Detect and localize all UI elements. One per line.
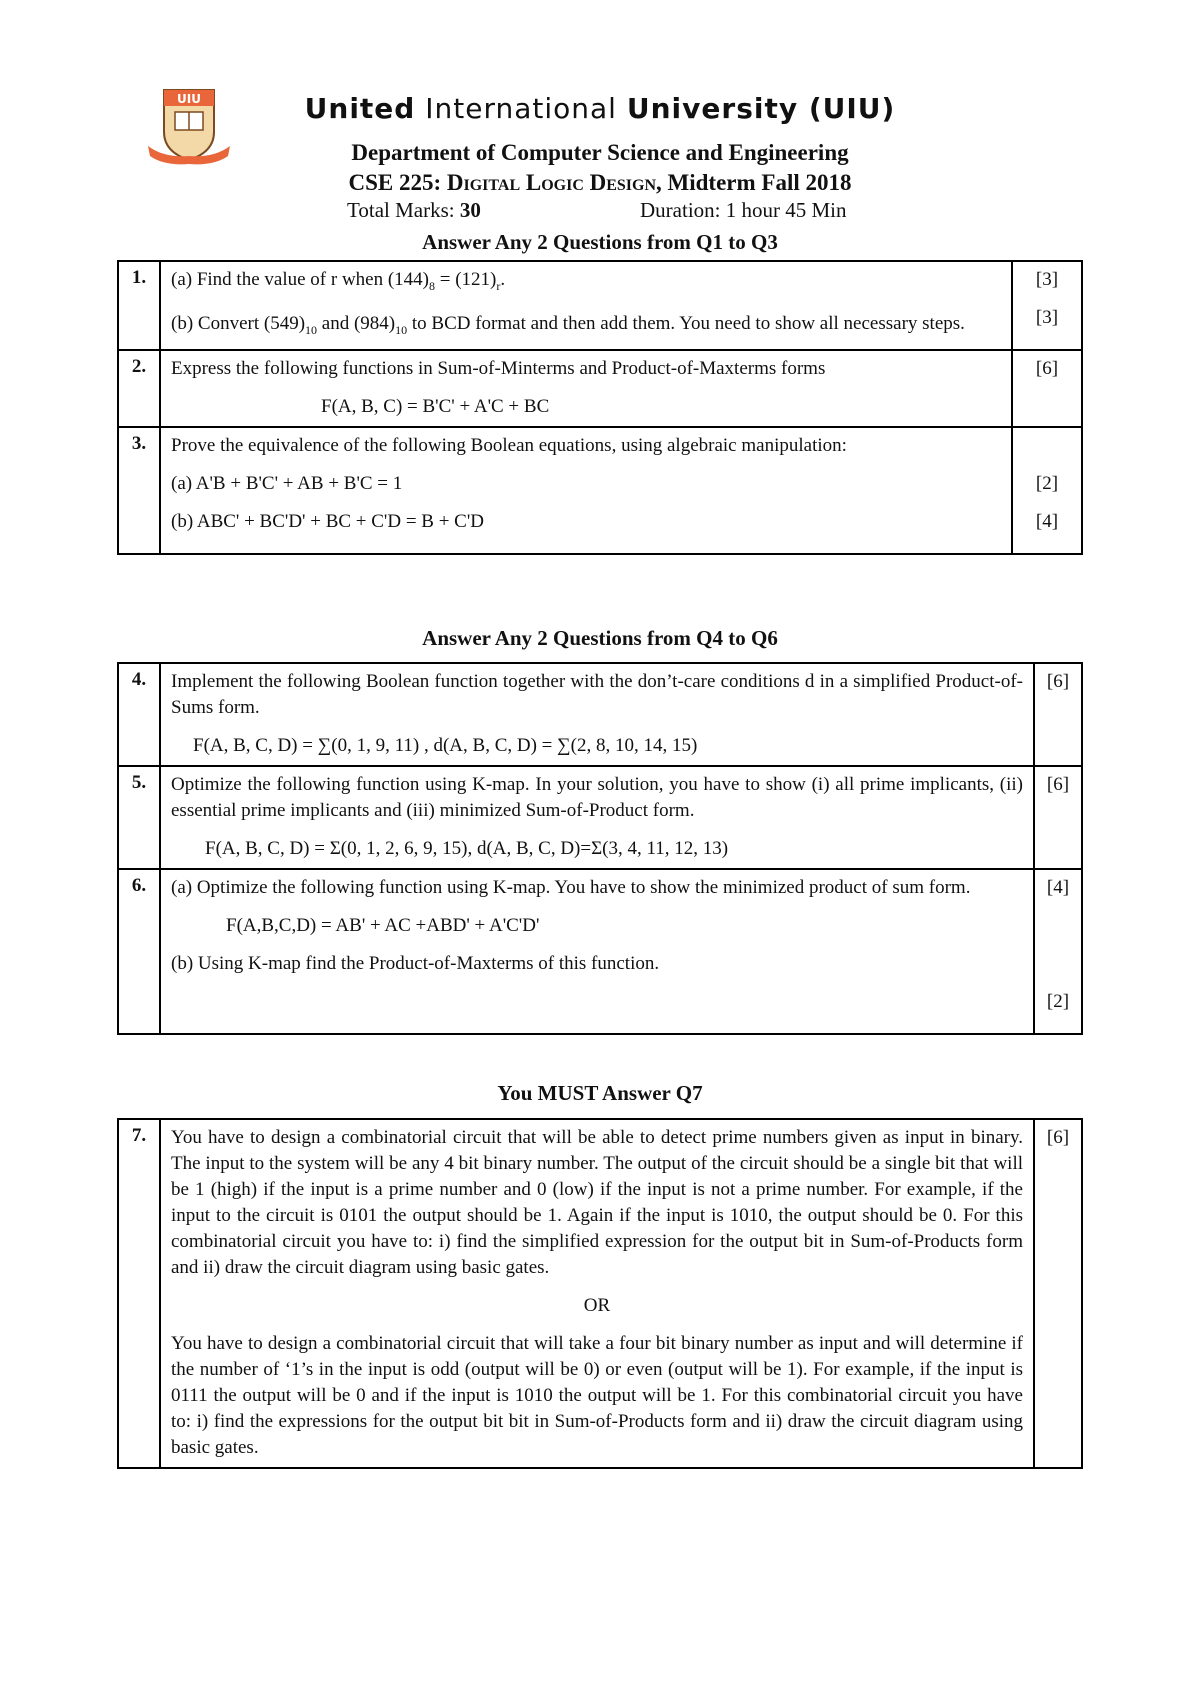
question-number: 3.	[118, 427, 160, 554]
question-marks: [6]	[1034, 766, 1082, 869]
question-number: 1.	[118, 261, 160, 350]
question-row-7	[118, 1119, 1082, 1468]
question-number: 6.	[118, 869, 160, 1034]
total-marks: Total Marks: 30	[347, 198, 481, 222]
question-text: You have to design a combinatorial circuit that will be able to detect prime numbers given as input in binary. The input to the system will be any 4 bit binary number. The output of the circuit should be a single bit that will be 1 (high) if the input is a prime number and 0 (low) if the input is not a prime number. For example, if the input to the circuit is 0101 the output should be 1. Again if the input is 1010, the output should be 0. For this combinatorial circuit you have to: i) find the simplified expression for the output bit in Sum-of-Products form and ii) draw the circuit diagram using basic gates. OR You have to design a combinatorial circuit that will take a four bit binary number as input and will determine if the number of ‘1’s in the input is odd (output will be 0) or even (output will be 1). For example, if the input is 0111 the output will be 0 and if the input is 1010 the output will be 1. For this combinatorial circuit you have to: i) find the expressions for the output bit bit in Sum-of-Products form and ii) draw the circuit diagram using basic gates.	[160, 1119, 1034, 1468]
university-name: United International University (UIU)	[304, 92, 896, 125]
department-name: Department of Computer Science and Engineering	[351, 140, 849, 165]
question-row-2	[118, 350, 1082, 427]
section-title-3: You MUST Answer Q7	[497, 1081, 703, 1105]
question-row-6	[118, 869, 1082, 1034]
question-number: 2.	[118, 350, 160, 427]
question-row-1	[118, 261, 1082, 350]
question-row-4	[118, 663, 1082, 766]
question-number: 7.	[118, 1119, 160, 1468]
question-table-3	[117, 1118, 1083, 1469]
question-marks: [6]	[1034, 1119, 1082, 1468]
question-text: Express the following functions in Sum-of-Minterms and Product-of-Maxterms forms F(A, B, C) = B'C' + A'C + BC	[160, 350, 1012, 427]
section-title-2: Answer Any 2 Questions from Q4 to Q6	[422, 626, 778, 650]
question-number: 5.	[118, 766, 160, 869]
question-marks: [3] [3]	[1012, 261, 1082, 350]
logo-text: UIU	[177, 92, 201, 106]
question-marks: [6]	[1012, 350, 1082, 427]
question-text: Implement the following Boolean function together with the don’t-care conditions d in a simplified Product-of-Sums form. F(A, B, C, D) = ∑(0, 1, 9, 11) , d(A, B, C, D) = ∑(2, 8, 10, 14, 15)	[160, 663, 1034, 766]
question-text: Optimize the following function using K-map. In your solution, you have to show (i) all prime implicants, (ii) essential prime implicants and (iii) minimized Sum-of-Product form. F(A, B, C, D) = Σ(0, 1, 2, 6, 9, 15), d(A, B, C, D)=Σ(3, 4, 11, 12, 13)	[160, 766, 1034, 869]
question-table-1	[117, 260, 1083, 555]
section-title-1: Answer Any 2 Questions from Q1 to Q3	[422, 230, 778, 254]
question-text: (a) Optimize the following function using K-map. You have to show the minimized product of sum form. F(A,B,C,D) = AB' + AC +ABD' + A'C'D' (b) Using K-map find the Product-of-Maxterms of this function.	[160, 869, 1034, 1034]
question-text: (a) Find the value of r when $(144)_8 = (121)_r$. (b) Convert $(549)_{10}$ and $(984)_{10}$ to BCD format and then add them. You need to show all necessary steps.	[160, 261, 1012, 350]
question-row-3	[118, 427, 1082, 554]
question-table-2	[117, 662, 1083, 1035]
question-text: Prove the equivalence of the following Boolean equations, using algebraic manipulation: (a) A'B + B'C' + AB + B'C = 1 (b) ABC' + BC'D' + BC + C'D = B + C'D	[160, 427, 1012, 554]
course-title: CSE 225: Digital Logic Design, Midterm Fall 2018	[348, 170, 852, 195]
question-row-5	[118, 766, 1082, 869]
question-marks: [4] [2]	[1034, 869, 1082, 1034]
question-marks: [6]	[1034, 663, 1082, 766]
question-number: 4.	[118, 663, 160, 766]
duration: Duration: 1 hour 45 Min	[640, 198, 847, 222]
question-marks: [2] [4]	[1012, 427, 1082, 554]
